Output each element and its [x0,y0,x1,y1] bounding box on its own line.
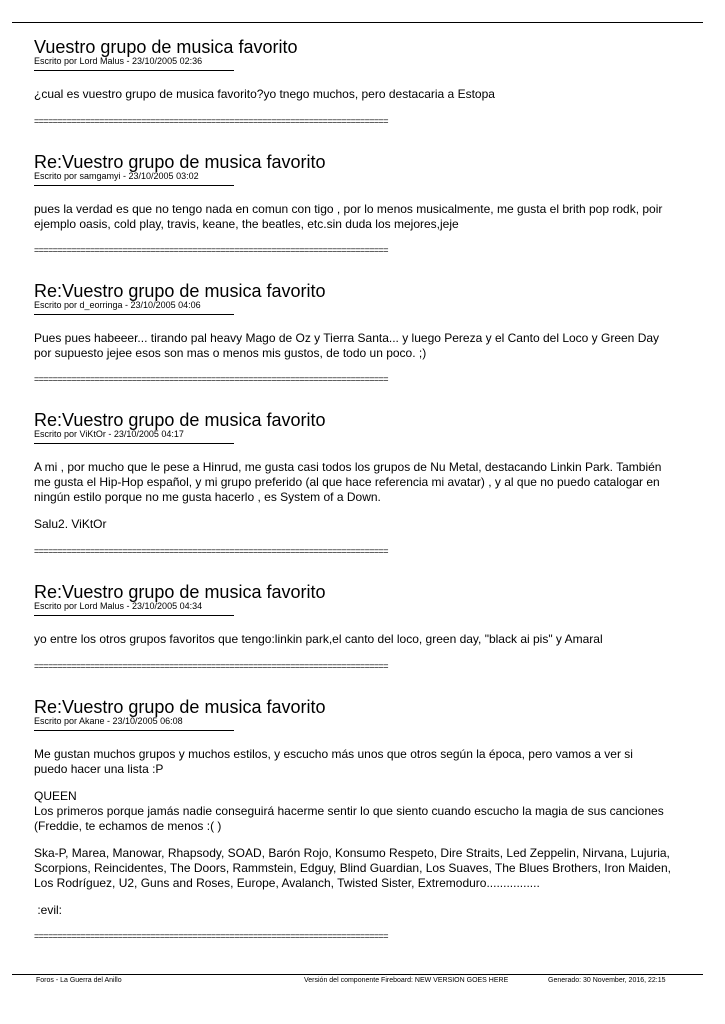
post-body-line: ejemplo oasis, cold play, travis, keane, the beatles, etc.sin duda los mejores,jeje [34,217,459,231]
post-separator: ============================================================================ [34,245,388,255]
blank-line [34,505,694,517]
post [34,583,694,647]
post-body-line: :evil: [34,903,63,917]
post-body-line: A mi , por mucho que le pese a Hinrud, me gusta casi todos los grupos de Nu Metal, destacando Linkin Park. También [34,460,662,474]
post-body-line: Salu2. ViKtOr [34,517,107,531]
post-body-line: Scorpions, Reincidentes, The Doors, Rammstein, Edguy, Blind Guardian, Los Suaves, The Blues Brothers, Iron Maiden, [34,861,671,875]
post [34,411,694,532]
post-meta: Escrito por ViKtOr - 23/10/2005 04:17 [34,429,184,439]
post-title: Re:Vuestro grupo de musica favorito [34,410,326,430]
post-separator: ============================================================================ [34,661,388,671]
post-title: Re:Vuestro grupo de musica favorito [34,582,326,602]
post-body [34,632,694,647]
post-meta: Escrito por Lord Malus - 23/10/2005 04:34 [34,601,203,611]
meta-divider [34,314,234,315]
post-body-line: Los primeros porque jamás nadie conseguirá hacerme sentir lo que siento cuando escucho la magia de sus canciones [34,804,664,818]
post-meta: Escrito por samgamyi - 23/10/2005 03:02 [34,171,199,181]
post-meta: Escrito por Akane - 23/10/2005 06:08 [34,716,183,726]
post-title: Re:Vuestro grupo de musica favorito [34,152,326,172]
post-body [34,331,694,361]
post-separator: ============================================================================ [34,374,388,384]
post [34,38,694,102]
post-body-line: Me gustan muchos grupos y muchos estilos, y escucho más unos que otros según la época, pero vamos a ver si [34,747,633,761]
post-body-line: por supuesto jejee esos son mas o menos mis gustos, de todo un poco. ;) [34,346,427,360]
post-body-line: me gusta el Hip-Hop español, y mi grupo preferido (al que hace referencia mi avatar) , y al que no puedo catalogar en [34,475,660,489]
blank-line [34,891,694,903]
meta-divider [34,443,234,444]
post-body-line: puedo hacer una lista :P [34,762,164,776]
post-body [34,87,694,102]
post-body-line: QUEEN [34,789,77,803]
post-body-line: Los Rodríguez, U2, Guns and Roses, Europe, Avalanch, Twisted Sister, Extremoduro................ [34,876,540,890]
post-separator: ============================================================================ [34,116,388,126]
meta-divider [34,70,234,71]
post [34,153,694,232]
post-body-line: yo entre los otros grupos favoritos que tengo:linkin park,el canto del loco, green day, "black ai pis" y Amaral [34,632,603,646]
post-body-line: Ska-P, Marea, Manowar, Rhapsody, SOAD, Barón Rojo, Konsumo Respeto, Dire Straits, Led Zeppelin, Nirvana, Lujuria, [34,846,670,860]
post-meta: Escrito por d_eorringa - 23/10/2005 04:06 [34,300,201,310]
top-rule [12,22,703,23]
meta-divider [34,185,234,186]
post-title: Vuestro grupo de musica favorito [34,37,298,57]
post-body-line: Pues pues habeeer... tirando pal heavy Mago de Oz y Tierra Santa... y luego Pereza y el Canto del Loco y Green Day [34,331,660,345]
post-body-line: (Freddie, te echamos de menos :( ) [34,819,222,833]
footer-component-version: Versión del componente Fireboard: NEW VERSION GOES HERE [304,977,509,984]
post [34,282,694,361]
blank-line [34,777,694,789]
post-body-line: pues la verdad es que no tengo nada en comun con tigo , por lo menos musicalmente, me gusta el brith pop rodk, poir [34,202,663,216]
post-meta: Escrito por Lord Malus - 23/10/2005 02:36 [34,56,203,66]
footer-site-name: Foros - La Guerra del Anillo [36,977,122,984]
post-title: Re:Vuestro grupo de musica favorito [34,697,326,717]
post-body-line: ¿cual es vuestro grupo de musica favorito?yo tnego muchos, pero destacaria a Estopa [34,87,495,101]
footer-generated-date: Generado: 30 November, 2016, 22:15 [548,977,666,984]
post-body-line: ningún estilo porque no me gusta hacerlo , es System of a Down. [34,490,381,504]
post-title: Re:Vuestro grupo de musica favorito [34,281,326,301]
meta-divider [34,615,234,616]
post-separator: ============================================================================ [34,931,388,941]
blank-line [34,834,694,846]
post-body [34,460,694,532]
post-separator: ============================================================================ [34,546,388,556]
post-body [34,747,694,918]
post-body [34,202,694,232]
bottom-rule [12,974,703,975]
meta-divider [34,730,234,731]
post [34,698,694,918]
